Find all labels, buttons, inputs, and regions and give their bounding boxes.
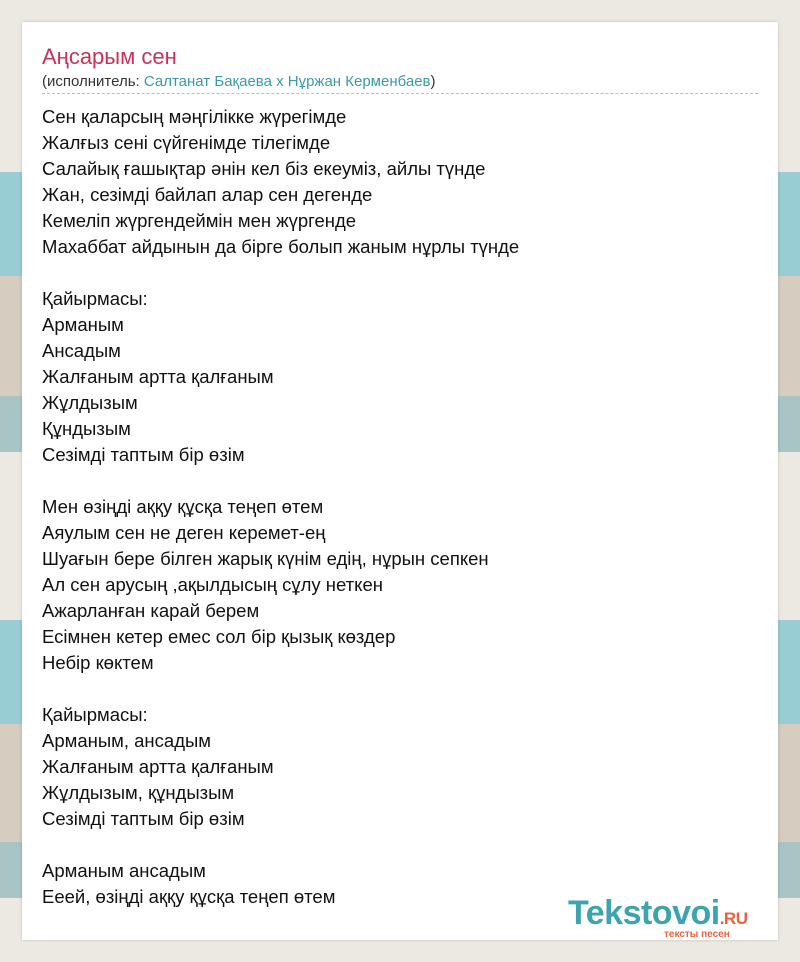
lyric-line: Жұлдызым, құндызым bbox=[42, 782, 235, 803]
lyric-line: Сезімді таптым бір өзім bbox=[42, 808, 245, 829]
lyric-line: Жалғыз сені сүйгенімде тілегімде bbox=[42, 132, 331, 153]
lyric-line: Арманым, ансадым bbox=[42, 730, 212, 751]
song-title: Аңсарым сен bbox=[42, 44, 177, 69]
lyric-line: Сезімді таптым бір өзім bbox=[42, 444, 245, 465]
lyric-line: Есімнен кетер емес сол бір қызық көздер bbox=[42, 626, 396, 647]
logo-tld: .RU bbox=[719, 909, 748, 928]
lyric-line: Құндызым bbox=[42, 418, 131, 439]
byline-prefix: (исполнитель: bbox=[42, 73, 144, 90]
lyric-line: Сен қаларсың мәңгілікке жүрегімде bbox=[42, 106, 347, 127]
lyric-line: Аяулым сен не деген керемет-ең bbox=[42, 522, 326, 543]
lyric-line: Мен өзіңді аққу құсқа теңеп өтем bbox=[42, 496, 324, 517]
lyric-line: Жұлдызым bbox=[42, 392, 138, 413]
artist-byline bbox=[42, 73, 436, 90]
lyric-line: Ансадым bbox=[42, 340, 121, 361]
stanza-break bbox=[42, 676, 762, 702]
lyric-line: Жалғаным артта қалғаным bbox=[42, 366, 274, 387]
lyric-line: Ажарланған карай берем bbox=[42, 600, 260, 621]
stanza-break bbox=[42, 260, 762, 286]
lyrics-body bbox=[42, 104, 762, 910]
lyric-line: Қайырмасы: bbox=[42, 704, 148, 725]
stanza-break bbox=[42, 468, 762, 494]
lyric-line: Махаббат айдынын да бірге болып жаным нұрлы түнде bbox=[42, 236, 520, 257]
title-divider bbox=[42, 93, 758, 94]
logo-tagline: тексты песен bbox=[664, 929, 730, 940]
lyric-line: Шуағын бере білген жарық күнім едің, нұрын сепкен bbox=[42, 548, 489, 569]
lyrics-card bbox=[22, 22, 778, 940]
lyric-line: Жалғаным артта қалғаным bbox=[42, 756, 274, 777]
lyric-line: Кемеліп жүргендеймін мен жүргенде bbox=[42, 210, 357, 231]
lyric-line: Ал сен арусың ,ақылдысың сұлу неткен bbox=[42, 574, 383, 595]
logo-main-text: Tekstovoi bbox=[568, 894, 720, 932]
lyric-line: Арманым bbox=[42, 314, 124, 335]
lyric-line: Ееей, өзіңді аққу құсқа теңеп өтем bbox=[42, 886, 336, 907]
lyric-line: Қайырмасы: bbox=[42, 288, 148, 309]
lyric-line: Небір көктем bbox=[42, 652, 154, 673]
lyric-line: Салайық ғашықтар әнін кел біз екеуміз, айлы түнде bbox=[42, 158, 486, 179]
site-logo[interactable] bbox=[568, 893, 778, 943]
artist-link[interactable]: Салтанат Бақаева x Нұржан Керменбаев bbox=[143, 73, 431, 90]
byline-suffix: ) bbox=[430, 73, 436, 90]
stanza-break bbox=[42, 832, 762, 858]
lyric-line: Арманым ансадым bbox=[42, 860, 206, 881]
lyric-line: Жан, сезімді байлап алар сен дегенде bbox=[42, 184, 373, 205]
